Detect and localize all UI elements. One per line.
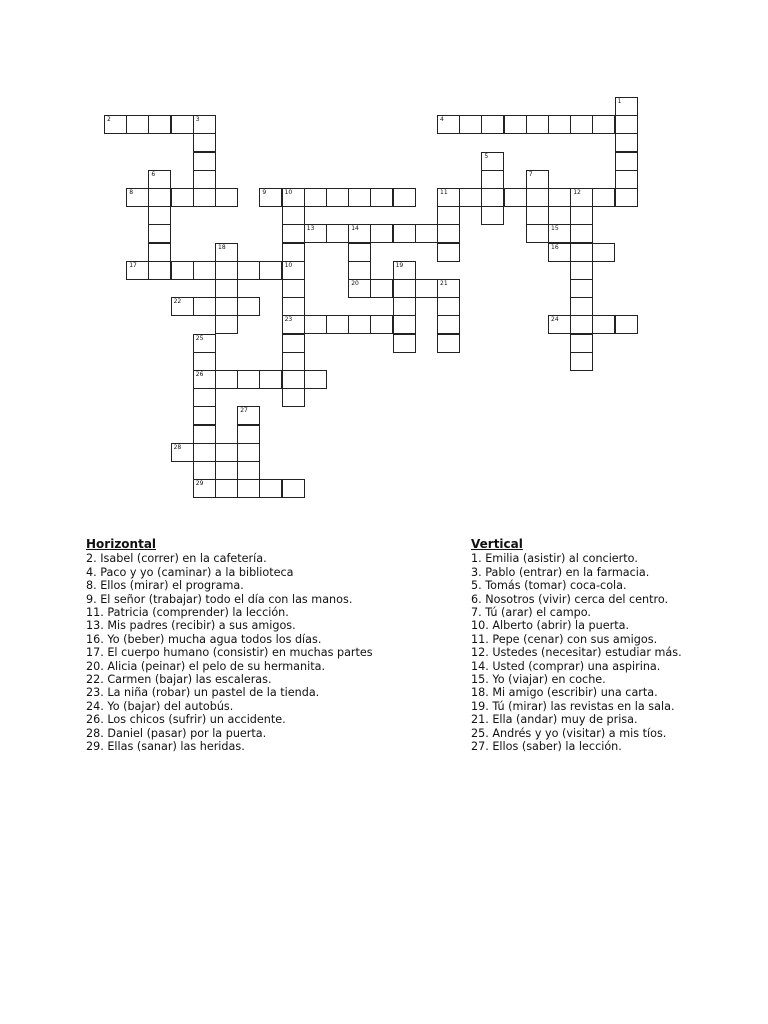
grid-cell[interactable] xyxy=(259,261,282,280)
clue-h-17: 17. El cuerpo humano (consistir) en muchas partes xyxy=(86,646,373,660)
grid-cell[interactable] xyxy=(348,188,371,207)
clue-number: 1 xyxy=(617,98,622,105)
grid-cell[interactable] xyxy=(615,188,638,207)
grid-cell[interactable] xyxy=(104,115,127,134)
clue-number: 16 xyxy=(551,243,559,251)
grid-cell[interactable] xyxy=(326,224,349,243)
clue-number: 29 xyxy=(195,480,204,488)
clue-number: 9 xyxy=(262,189,267,196)
clue-h-4: 4. Paco y yo (caminar) a la biblioteca xyxy=(86,565,294,579)
grid-cell[interactable] xyxy=(193,425,216,444)
grid-cell[interactable] xyxy=(148,243,171,262)
clue-number: 4 xyxy=(440,116,444,124)
grid-cell[interactable] xyxy=(304,315,327,334)
clue-number: 14 xyxy=(351,225,359,233)
grid-cell[interactable] xyxy=(326,315,349,334)
grid-cell[interactable] xyxy=(148,188,171,207)
grid-cell[interactable] xyxy=(215,297,238,316)
clue-h-13: 13. Mis padres (recibir) a sus amigos. xyxy=(86,619,296,633)
clue-v-27: 27. Ellos (saber) la lección. xyxy=(471,740,622,754)
clue-v-6: 6. Nosotros (vivir) cerca del centro. xyxy=(471,592,669,606)
grid-cell[interactable] xyxy=(370,315,393,334)
clue-v-1: 1. Emilia (asistir) al concierto. xyxy=(471,552,638,566)
grid-cell[interactable] xyxy=(570,188,593,207)
grid-cell[interactable] xyxy=(193,479,216,498)
grid-cell[interactable] xyxy=(237,461,260,480)
grid-cell[interactable] xyxy=(592,115,615,134)
grid-cell[interactable] xyxy=(504,188,527,207)
grid-cell[interactable] xyxy=(615,115,638,134)
grid-cell[interactable] xyxy=(193,388,216,407)
clue-number: 3 xyxy=(195,116,200,124)
grid-cell[interactable] xyxy=(348,261,371,280)
grid-cell[interactable] xyxy=(282,479,305,498)
clue-number: 25 xyxy=(195,334,204,342)
grid-cell[interactable] xyxy=(570,224,593,243)
grid-cell[interactable] xyxy=(459,188,482,207)
grid-cell[interactable] xyxy=(481,188,504,207)
clue-number: 15 xyxy=(551,225,559,233)
grid-cell[interactable] xyxy=(481,152,504,171)
grid-cell[interactable] xyxy=(548,224,571,243)
grid-cell[interactable] xyxy=(148,115,171,134)
grid-cell[interactable] xyxy=(348,243,371,262)
clue-number: 28 xyxy=(173,443,182,451)
grid-cell[interactable] xyxy=(282,224,305,243)
grid-cell[interactable] xyxy=(215,279,238,298)
grid-cell[interactable] xyxy=(393,188,416,207)
clue-h-29: 29. Ellas (sanar) las heridas. xyxy=(86,740,245,754)
grid-cell[interactable] xyxy=(504,115,527,134)
grid-cell[interactable] xyxy=(592,188,615,207)
grid-cell[interactable] xyxy=(237,370,260,389)
grid-cell[interactable] xyxy=(548,243,571,262)
grid-cell[interactable] xyxy=(548,115,571,134)
clue-h-22: 22. Carmen (bajar) las escaleras. xyxy=(86,673,272,687)
grid-cell[interactable] xyxy=(193,461,216,480)
clue-h-9: 9. El señor (trabajar) todo el día con las manos. xyxy=(86,592,353,606)
grid-cell[interactable] xyxy=(282,297,305,316)
grid-cell[interactable] xyxy=(570,243,593,262)
clue-v-14: 14. Usted (comprar) una aspirina. xyxy=(471,659,661,673)
clue-v-19: 19. Tú (mirar) las revistas en la sala. xyxy=(471,699,675,713)
grid-cell[interactable] xyxy=(415,224,438,243)
clue-number: 2 xyxy=(107,116,111,124)
clue-v-10: 10. Alberto (abrir) la puerta. xyxy=(471,619,630,633)
grid-cell[interactable] xyxy=(215,261,238,280)
grid-cell[interactable] xyxy=(393,261,416,280)
clue-number: 11 xyxy=(440,189,448,196)
grid-cell[interactable] xyxy=(193,170,216,189)
clue-h-8: 8. Ellos (mirar) el programa. xyxy=(86,579,244,593)
grid-cell[interactable] xyxy=(193,188,216,207)
grid-cell[interactable] xyxy=(171,297,194,316)
grid-cell[interactable] xyxy=(237,425,260,444)
grid-cell[interactable] xyxy=(437,224,460,243)
clue-number: 13 xyxy=(306,225,315,233)
grid-cell[interactable] xyxy=(370,188,393,207)
grid-cell[interactable] xyxy=(193,406,216,425)
grid-cell[interactable] xyxy=(548,188,571,207)
clue-number: 7 xyxy=(528,170,533,178)
clue-number: 8 xyxy=(129,189,134,196)
grid-cell[interactable] xyxy=(415,279,438,298)
grid-cell[interactable] xyxy=(526,224,549,243)
grid-cell[interactable] xyxy=(615,152,638,171)
clue-number: 22 xyxy=(173,298,182,306)
grid-cell[interactable] xyxy=(148,170,171,189)
grid-cell[interactable] xyxy=(282,206,305,225)
grid-cell[interactable] xyxy=(171,188,194,207)
grid-cell[interactable] xyxy=(526,188,549,207)
grid-cell[interactable] xyxy=(570,315,593,334)
clue-h-16: 16. Yo (beber) mucha agua todos los días. xyxy=(86,632,322,646)
grid-cell[interactable] xyxy=(282,370,305,389)
grid-cell[interactable] xyxy=(437,115,460,134)
grid-cell[interactable] xyxy=(481,206,504,225)
grid-cell[interactable] xyxy=(193,133,216,152)
vertical-clues xyxy=(471,538,761,754)
clue-number: 10 xyxy=(284,189,293,196)
grid-cell[interactable] xyxy=(481,170,504,189)
clue-h-11: 11. Patricia (comprender) la lección. xyxy=(86,606,289,620)
grid-cell[interactable] xyxy=(615,170,638,189)
clue-number: 26 xyxy=(195,371,204,378)
clue-number: 10 xyxy=(284,261,293,269)
clue-h-2: 2. Isabel (correr) en la cafetería. xyxy=(86,552,267,566)
grid-cell[interactable] xyxy=(126,188,149,207)
clue-h-20: 20. Alicia (peinar) el pelo de su hermanita. xyxy=(86,659,325,673)
grid-cell[interactable] xyxy=(393,279,416,298)
clue-h-26: 26. Los chicos (sufrir) un accidente. xyxy=(86,713,286,727)
clue-v-12: 12. Ustedes (necesitar) estudiar más. xyxy=(471,646,682,660)
grid-cell[interactable] xyxy=(215,479,238,498)
grid-cell[interactable] xyxy=(237,479,260,498)
grid-cell[interactable] xyxy=(193,297,216,316)
clue-number: 18 xyxy=(218,243,226,251)
grid-cell[interactable] xyxy=(282,334,305,353)
grid-cell[interactable] xyxy=(437,206,460,225)
clue-v-5: 5. Tomás (tomar) coca-cola. xyxy=(471,579,627,593)
grid-cell[interactable] xyxy=(193,334,216,353)
grid-cell[interactable] xyxy=(370,279,393,298)
grid-cell[interactable] xyxy=(526,206,549,225)
grid-cell[interactable] xyxy=(393,315,416,334)
grid-cell[interactable] xyxy=(193,370,216,389)
clue-number: 5 xyxy=(484,152,489,160)
grid-cell[interactable] xyxy=(437,297,460,316)
grid-cell[interactable] xyxy=(193,152,216,171)
grid-cell[interactable] xyxy=(304,370,327,389)
grid-cell[interactable] xyxy=(570,352,593,371)
grid-cell[interactable] xyxy=(215,315,238,334)
grid-cell[interactable] xyxy=(259,370,282,389)
grid-cell[interactable] xyxy=(193,352,216,371)
clue-number: 21 xyxy=(440,280,448,287)
grid-cell[interactable] xyxy=(193,261,216,280)
grid-cell[interactable] xyxy=(393,224,416,243)
grid-cell[interactable] xyxy=(393,334,416,353)
grid-cell[interactable] xyxy=(193,443,216,462)
grid-cell[interactable] xyxy=(237,406,260,425)
grid-cell[interactable] xyxy=(148,224,171,243)
grid-cell[interactable] xyxy=(148,261,171,280)
grid-cell[interactable] xyxy=(215,443,238,462)
grid-cell[interactable] xyxy=(259,188,282,207)
grid-cell[interactable] xyxy=(592,315,615,334)
horizontal-heading: Horizontal xyxy=(86,537,157,551)
clue-v-18: 18. Mi amigo (escribir) una carta. xyxy=(471,686,658,700)
clue-number: 27 xyxy=(240,407,248,415)
grid-cell[interactable] xyxy=(126,261,149,280)
clue-h-24: 24. Yo (bajar) del autobús. xyxy=(86,699,234,713)
clue-v-25: 25. Andrés y yo (visitar) a mis tíos. xyxy=(471,726,667,740)
grid-cell[interactable] xyxy=(393,297,416,316)
grid-cell[interactable] xyxy=(237,297,260,316)
horizontal-clues xyxy=(86,538,446,754)
grid-cell[interactable] xyxy=(437,279,460,298)
grid-cell[interactable] xyxy=(548,315,571,334)
grid-cell[interactable] xyxy=(282,315,305,334)
clue-number: 23 xyxy=(284,316,293,324)
grid-cell[interactable] xyxy=(215,188,238,207)
clue-v-21: 21. Ella (andar) muy de prisa. xyxy=(471,713,638,727)
grid-cell[interactable] xyxy=(259,479,282,498)
grid-cell[interactable] xyxy=(437,315,460,334)
grid-cell[interactable] xyxy=(348,224,371,243)
grid-cell[interactable] xyxy=(171,443,194,462)
grid-cell[interactable] xyxy=(304,224,327,243)
grid-cell[interactable] xyxy=(570,297,593,316)
grid-cell[interactable] xyxy=(481,115,504,134)
clue-number: 24 xyxy=(551,316,559,324)
grid-cell[interactable] xyxy=(437,188,460,207)
grid-cell[interactable] xyxy=(570,261,593,280)
grid-cell[interactable] xyxy=(570,334,593,353)
clue-number: 12 xyxy=(573,189,581,196)
vertical-heading: Vertical xyxy=(471,537,523,551)
clue-number: 20 xyxy=(351,280,359,287)
grid-cell[interactable] xyxy=(348,315,371,334)
grid-cell[interactable] xyxy=(282,388,305,407)
grid-cell[interactable] xyxy=(526,170,549,189)
grid-cell[interactable] xyxy=(459,115,482,134)
grid-cell[interactable] xyxy=(282,352,305,371)
grid-cell[interactable] xyxy=(370,224,393,243)
grid-cell[interactable] xyxy=(570,115,593,134)
grid-cell[interactable] xyxy=(282,188,305,207)
grid-cell[interactable] xyxy=(570,206,593,225)
grid-cell[interactable] xyxy=(615,133,638,152)
grid-cell[interactable] xyxy=(615,315,638,334)
grid-cell[interactable] xyxy=(348,279,371,298)
grid-cell[interactable] xyxy=(570,279,593,298)
grid-cell[interactable] xyxy=(215,243,238,262)
grid-cell[interactable] xyxy=(282,279,305,298)
grid-cell[interactable] xyxy=(304,188,327,207)
grid-cell[interactable] xyxy=(437,334,460,353)
grid-cell[interactable] xyxy=(215,370,238,389)
clue-v-11: 11. Pepe (cenar) con sus amigos. xyxy=(471,632,658,646)
grid-cell[interactable] xyxy=(171,115,194,134)
grid-cell[interactable] xyxy=(326,188,349,207)
grid-cell[interactable] xyxy=(615,97,638,116)
clue-h-23: 23. La niña (robar) un pastel de la tienda. xyxy=(86,686,320,700)
clue-number: 19 xyxy=(395,261,404,269)
grid-cell[interactable] xyxy=(592,243,615,262)
clue-number: 17 xyxy=(129,261,137,269)
grid-cell[interactable] xyxy=(148,206,171,225)
grid-cell[interactable] xyxy=(237,443,260,462)
grid-cell[interactable] xyxy=(193,115,216,134)
grid-cell[interactable] xyxy=(526,115,549,134)
grid-cell[interactable] xyxy=(126,115,149,134)
clue-h-28: 28. Daniel (pasar) por la puerta. xyxy=(86,726,267,740)
grid-cell[interactable] xyxy=(437,243,460,262)
clue-number: 6 xyxy=(151,170,156,178)
clue-v-7: 7. Tú (arar) el campo. xyxy=(471,606,591,620)
clue-v-15: 15. Yo (viajar) en coche. xyxy=(471,673,606,687)
grid-cell[interactable] xyxy=(282,261,305,280)
grid-cell[interactable] xyxy=(171,261,194,280)
grid-cell[interactable] xyxy=(282,243,305,262)
grid-cell[interactable] xyxy=(237,261,260,280)
clue-v-3: 3. Pablo (entrar) en la farmacia. xyxy=(471,565,650,579)
